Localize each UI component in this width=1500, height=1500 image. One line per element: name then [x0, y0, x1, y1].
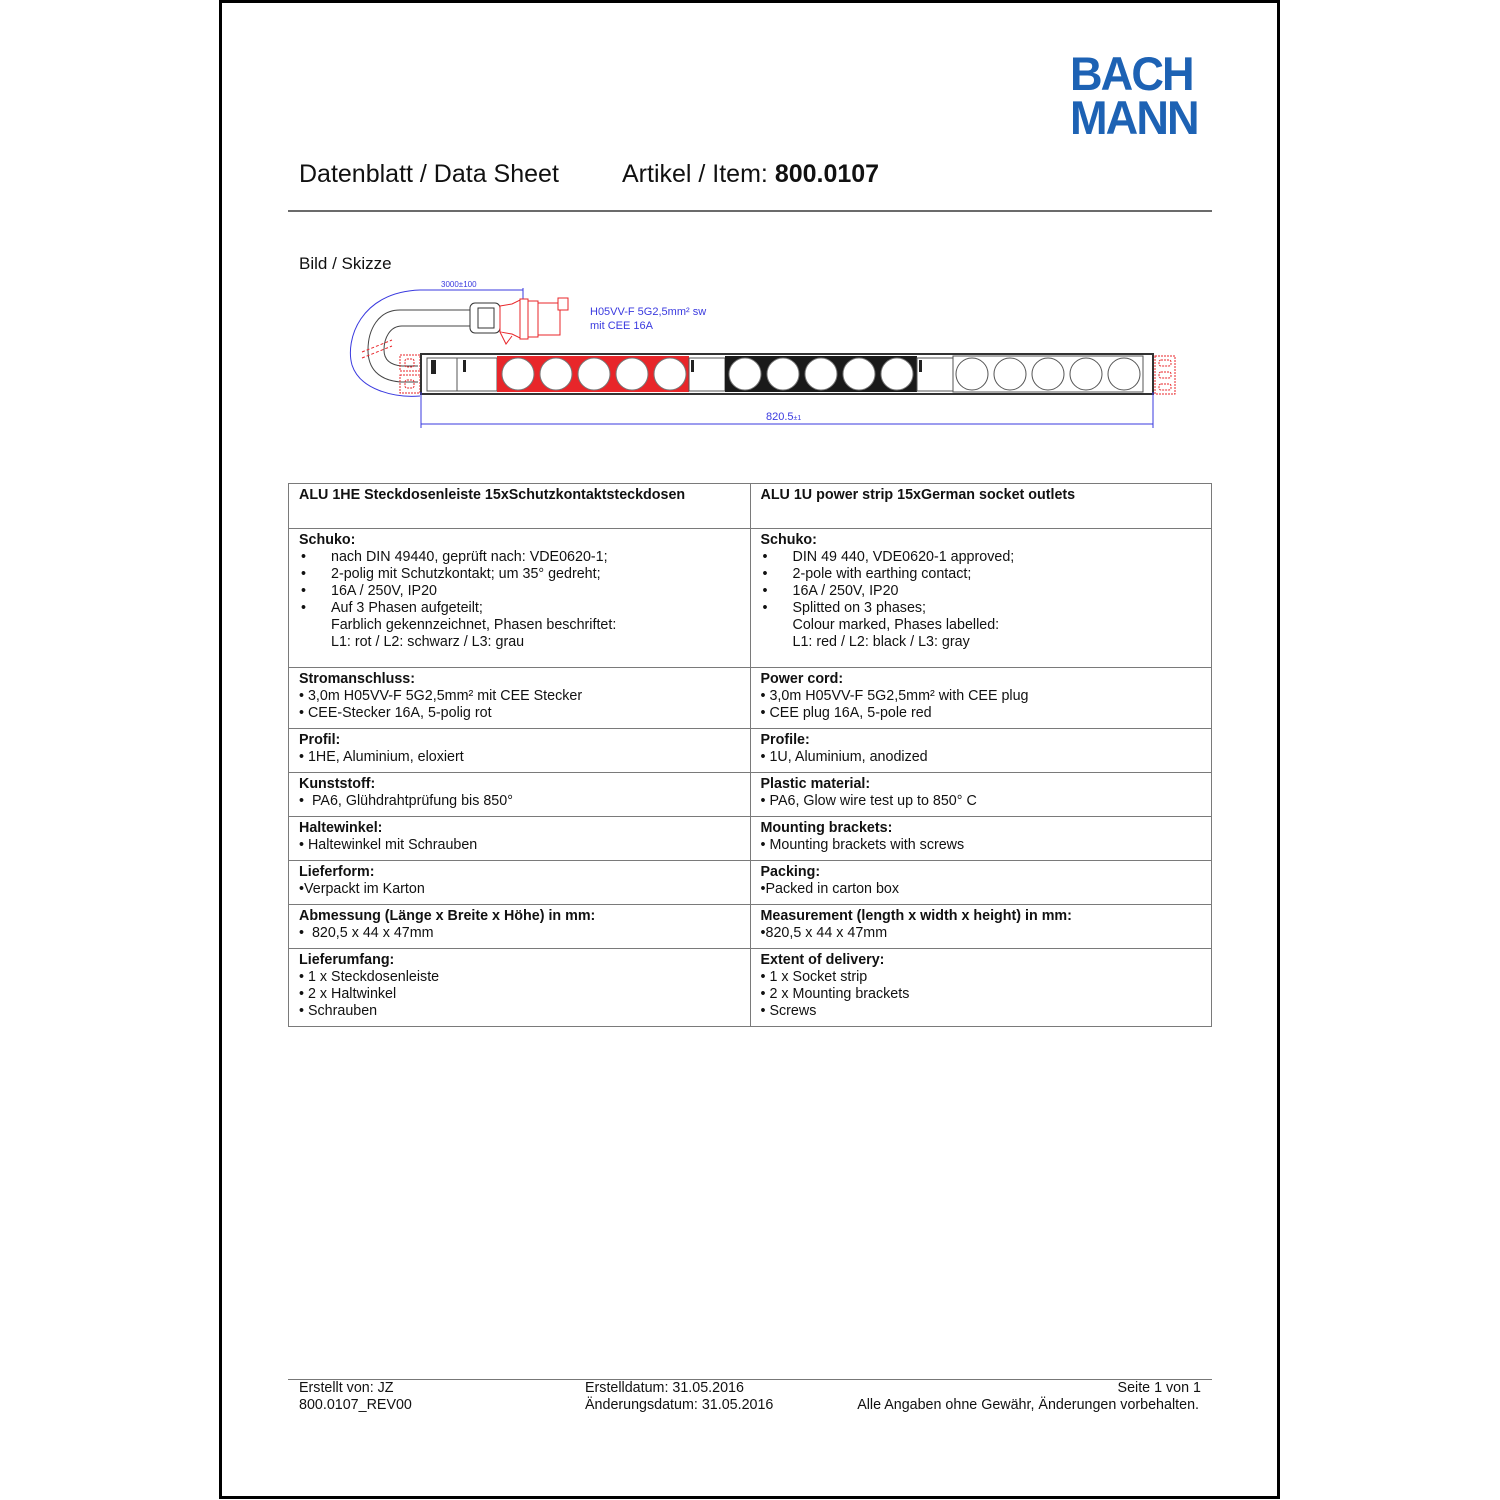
document-title: Datenblatt / Data Sheet: [299, 160, 559, 188]
item-number: 800.0107: [774, 160, 880, 188]
list-item: • Packed in carton box: [761, 881, 1203, 898]
heading: Profile:: [760, 732, 810, 748]
list-item: • Schrauben: [299, 1003, 741, 1020]
heading: Lieferform:: [299, 864, 375, 880]
title-en: ALU 1U power strip 15xGerman socket outlets: [750, 484, 1212, 529]
spec-row-schuko: [289, 529, 1212, 668]
bullet-list: [299, 969, 741, 1020]
footer-revision: 800.0107_REV00: [299, 1397, 412, 1413]
cell-de: [289, 529, 751, 668]
right-mounting-bracket: [1155, 356, 1175, 394]
list-item: • 820,5 x 44 x 47mm: [761, 925, 1203, 942]
heading: Lieferumfang:: [299, 952, 395, 968]
list-item: • 3,0m H05VV-F 5G2,5mm² mit CEE Stecker: [299, 688, 741, 705]
heading: Extent of delivery:: [760, 952, 885, 968]
cell-en: [750, 529, 1212, 668]
list-item: • 820,5 x 44 x 47mm: [299, 925, 741, 942]
cable-label-2: mit CEE 16A: [590, 320, 653, 332]
spec-row-delivery: [289, 949, 1212, 1027]
logo-line-1: BACH: [1070, 47, 1193, 100]
heading: Haltewinkel:: [299, 820, 383, 836]
footer-created-by: Erstellt von: JZ: [299, 1380, 394, 1396]
cell-en: [750, 668, 1212, 729]
list-item: • 3,0m H05VV-F 5G2,5mm² with CEE plug: [761, 688, 1203, 705]
bachmann-logo: [1070, 47, 1204, 144]
cell-de: [289, 949, 751, 1027]
footer-page-number: Seite 1 von 1: [1117, 1380, 1201, 1396]
phase-l2-sockets: [725, 356, 917, 392]
cell-de: [289, 773, 751, 817]
heading: Kunststoff:: [299, 776, 376, 792]
note-line: L1: rot / L2: schwarz / L3: grau: [331, 634, 525, 650]
cell-de: [289, 729, 751, 773]
heading: Profil:: [299, 732, 341, 748]
title-de: ALU 1HE Steckdosenleiste 15xSchutzkontaktsteckdosen: [289, 484, 751, 529]
heading: Abmessung (Länge x Breite x Höhe) in mm:: [299, 908, 596, 924]
cable-gland: [470, 303, 500, 333]
cell-de: [289, 668, 751, 729]
list-item: • PA6, Glühdrahtprüfung bis 850°: [299, 793, 741, 810]
cell-en: [750, 949, 1212, 1027]
logo-line-2: MANN: [1070, 91, 1198, 144]
footer-created-date: Erstelldatum: 31.05.2016: [585, 1380, 744, 1396]
list-item: • 16A / 250V, IP20: [761, 583, 1203, 600]
list-item: • 2 x Haltwinkel: [299, 986, 741, 1003]
list-item: • Haltewinkel mit Schrauben: [299, 837, 741, 854]
list-item: • DIN 49 440, VDE0620-1 approved;: [761, 549, 1203, 566]
left-mounting-bracket: [400, 355, 420, 393]
bullet-list: [299, 549, 741, 617]
cell-de: [289, 817, 751, 861]
strip-length-dim: 820.5±1: [766, 411, 802, 423]
list-item: • 2-polig mit Schutzkontakt; um 35° gedreht;: [299, 566, 741, 583]
list-item: • 1 x Steckdosenleiste: [299, 969, 741, 986]
spec-row-packing: [289, 861, 1212, 905]
note-line: L1: red / L2: black / L3: gray: [792, 634, 970, 650]
heading: Measurement (length x width x height) in mm:: [760, 908, 1072, 924]
bullet-list: [761, 793, 1203, 810]
cell-en: [750, 817, 1212, 861]
cell-de: [289, 861, 751, 905]
cell-en: [750, 861, 1212, 905]
list-item: • CEE plug 16A, 5-pole red: [761, 705, 1203, 722]
phase-l1-sockets: [497, 356, 689, 392]
spec-row-measurement: [289, 905, 1212, 949]
heading: Plastic material:: [760, 776, 871, 792]
list-item: • 1U, Aluminium, anodized: [761, 749, 1203, 766]
list-item: • 2-pole with earthing contact;: [761, 566, 1203, 583]
bullet-list: [299, 837, 741, 854]
heading: Schuko:: [760, 532, 817, 548]
cell-en: [750, 729, 1212, 773]
bullet-list: [299, 881, 741, 898]
item-label: Artikel / Item:: [622, 160, 775, 188]
heading: Power cord:: [760, 671, 844, 687]
cable-length-dim: 3000±100: [441, 280, 477, 289]
spec-row-profile: [289, 729, 1212, 773]
list-item: • 2 x Mounting brackets: [761, 986, 1203, 1003]
bullet-list: [299, 925, 741, 942]
spec-row-power-cord: [289, 668, 1212, 729]
footer-disclaimer: Alle Angaben ohne Gewähr, Änderungen vorbehalten.: [857, 1397, 1199, 1413]
footer-divider: [288, 1379, 1212, 1380]
heading: Stromanschluss:: [299, 671, 415, 687]
list-item: • Splitted on 3 phases;: [761, 600, 1203, 617]
phase-l3-sockets: [953, 356, 1143, 392]
spec-title-row: [289, 484, 1212, 529]
list-item: • Screws: [761, 1003, 1203, 1020]
heading: Schuko:: [299, 532, 356, 548]
heading: Mounting brackets:: [760, 820, 893, 836]
note-line: Farblich gekennzeichnet, Phasen beschriftet:: [331, 617, 617, 633]
bullet-list: [761, 925, 1203, 942]
product-drawing: [340, 270, 1200, 440]
list-item: • 1HE, Aluminium, eloxiert: [299, 749, 741, 766]
footer-modified-date: Änderungsdatum: 31.05.2016: [585, 1397, 774, 1413]
list-item: • Auf 3 Phasen aufgeteilt;: [299, 600, 741, 617]
bullet-list: [299, 749, 741, 766]
list-item: • 1 x Socket strip: [761, 969, 1203, 986]
spec-row-plastic: [289, 773, 1212, 817]
list-item: • 16A / 250V, IP20: [299, 583, 741, 600]
cell-en: [750, 905, 1212, 949]
spec-table: [288, 483, 1212, 1027]
cell-en: [750, 773, 1212, 817]
list-item: • Mounting brackets with screws: [761, 837, 1203, 854]
cell-de: [289, 905, 751, 949]
section-label-drawing: Bild / Skizze: [299, 254, 392, 273]
heading: Packing:: [760, 864, 821, 880]
cee-plug: [500, 298, 568, 344]
cable-label-1: H05VV-F 5G2,5mm² sw: [590, 306, 707, 318]
bullet-list: [761, 688, 1203, 722]
bullet-list: [299, 793, 741, 810]
bullet-list: [761, 549, 1203, 617]
bullet-list: [761, 837, 1203, 854]
list-item: • nach DIN 49440, geprüft nach: VDE0620-1;: [299, 549, 741, 566]
spec-row-brackets: [289, 817, 1212, 861]
header-divider: [288, 210, 1212, 212]
list-item: • CEE-Stecker 16A, 5-polig rot: [299, 705, 741, 722]
bullet-list: [299, 688, 741, 722]
bullet-list: [761, 881, 1203, 898]
list-item: • Verpackt im Karton: [299, 881, 741, 898]
item-heading: [622, 160, 879, 189]
bullet-list: [761, 969, 1203, 1020]
bullet-list: [761, 749, 1203, 766]
note-line: Colour marked, Phases labelled:: [792, 617, 1000, 633]
list-item: • PA6, Glow wire test up to 850° C: [761, 793, 1203, 810]
